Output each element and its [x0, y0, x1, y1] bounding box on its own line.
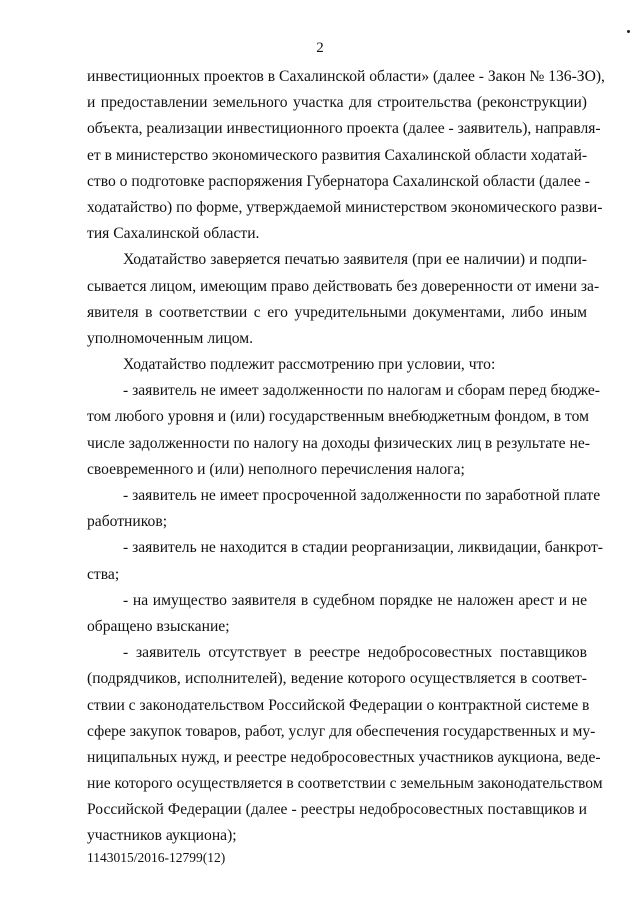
text-line: - заявитель не имеет просроченной задолженности по заработной плате: [123, 487, 601, 504]
text-line: ниципальных нужд, и реестре недобросовестных участников аукциона, веде-: [87, 748, 601, 766]
text-line: том любого уровня и (или) государственным внебюджетным фондом, в том: [87, 408, 589, 426]
text-line: объекта, реализации инвестиционного проекта (далее - заявитель), направля-: [87, 120, 601, 138]
text-line: ет в министерство экономического развития Сахалинской области ходатай-: [87, 146, 588, 164]
text-line: ходатайство) по форме, утверждаемой министерством экономического разви-: [87, 198, 603, 216]
text-line: (подрядчиков, исполнителей), ведение которого осуществляется в соответ-: [87, 670, 587, 688]
text-line: ства;: [87, 565, 120, 583]
text-line: ство о подготовке распоряжения Губернатора Сахалинской области (далее -: [87, 172, 590, 190]
text-line: сывается лицом, имеющим право действовать без доверенности от имени за-: [87, 277, 600, 295]
text-line: тия Сахалинской области.: [87, 225, 260, 243]
text-line: числе задолженности по налогу на доходы физических лиц в результате не-: [87, 434, 590, 452]
text-line: работников;: [87, 513, 168, 531]
text-line: и предоставлении земельного участка для строительства (реконструкции): [87, 94, 587, 112]
text-line: - заявитель не находится в стадии реорганизации, ликвидации, банкрот-: [123, 539, 603, 557]
text-line: ние которого осуществляется в соответствии с земельным законодательством: [87, 775, 603, 793]
text-line: - заявитель отсутствует в реестре недобросовестных поставщиков: [123, 644, 587, 662]
page-number: 2: [316, 40, 324, 56]
text-line: уполномоченным лицом.: [87, 329, 254, 347]
text-line: явителя в соответствии с его учредительными документами, либо иным: [87, 303, 587, 321]
text-line: сфере закупок товаров, работ, услуг для обеспечения государственных и му-: [87, 722, 596, 740]
text-line: своевременного и (или) неполного перечисления налога;: [87, 460, 465, 478]
document-body: [87, 64, 605, 850]
text-line: - на имущество заявителя в судебном порядке не наложен арест и не: [123, 591, 587, 609]
document-code: 1143015/2016-12799(12): [87, 850, 226, 865]
text-line: Ходатайство подлежит рассмотрению при условии, что:: [123, 356, 496, 374]
text-line: обращено взыскание;: [87, 617, 230, 635]
text-line: - заявитель не имеет задолженности по налогам и сборам перед бюдже-: [123, 382, 600, 400]
text-line: ствии с законодательством Российской Федерации о контрактной системе в: [87, 696, 590, 714]
text-line: Ходатайство заверяется печатью заявителя (при ее наличии) и подпи-: [123, 251, 587, 269]
scan-mark: [627, 30, 630, 33]
text-line: инвестиционных проектов в Сахалинской области» (далее - Закон № 136-ЗО),: [87, 68, 605, 85]
text-line: участников аукциона);: [87, 827, 237, 845]
text-line: Российской Федерации (далее - реестры недобросовестных поставщиков и: [87, 801, 587, 819]
